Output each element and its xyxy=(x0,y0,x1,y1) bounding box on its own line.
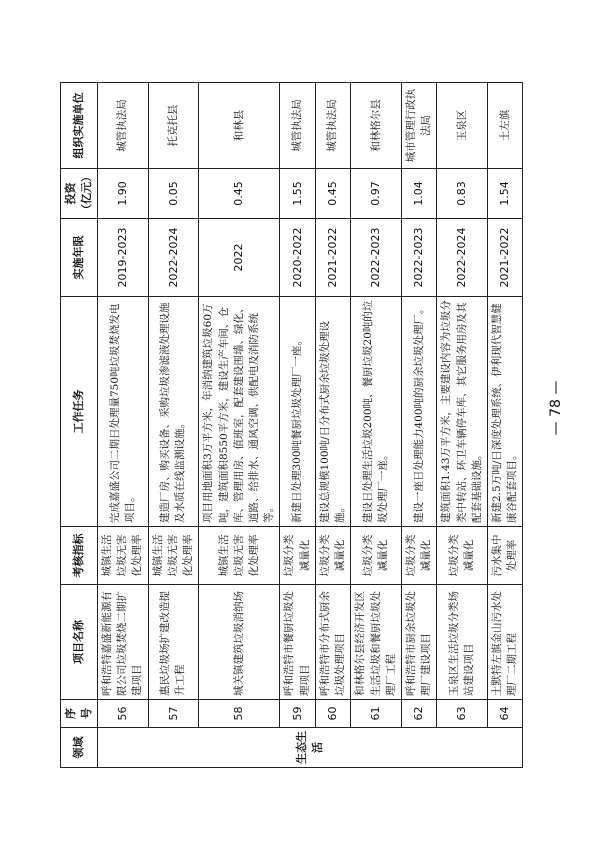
cell-invest: 1.55 xyxy=(280,169,315,219)
cell-no: 60 xyxy=(315,700,350,728)
table-row xyxy=(351,83,402,768)
cell-name: 呼和浩特嘉盛新能源有限公司垃圾焚烧二期扩建项目 xyxy=(98,585,149,700)
cell-task: 建设总规模100吨/日分布式厨余垃圾处理设施。 xyxy=(315,297,350,527)
header-no: 序号 xyxy=(61,700,98,728)
cell-name: 玉泉区生活垃圾分类场站建设项目 xyxy=(437,585,488,700)
cell-period: 2022 xyxy=(199,219,280,297)
table-row xyxy=(437,83,488,768)
cell-task: 建筑面积1.43万平方米，主要建设内容为垃圾分类中转站、环卫车辆停车库、其它服务用房及其配套基础设施。 xyxy=(437,297,488,527)
header-row xyxy=(61,83,98,768)
header-indicator: 考核指标 xyxy=(61,527,98,585)
cell-name: 呼和浩特市餐厨垃圾处理项目 xyxy=(280,585,315,700)
header-invest: 投资（亿元） xyxy=(61,169,98,219)
cell-no: 62 xyxy=(401,700,436,728)
table-row xyxy=(280,83,315,768)
project-table xyxy=(60,82,523,768)
header-name: 项目名称 xyxy=(61,585,98,700)
cell-name: 惠民垃圾场扩建改造提升工程 xyxy=(148,585,199,700)
table-row xyxy=(98,83,149,768)
cell-task: 新建2.5万吨/日深度处理系统、伊利现代智慧健康谷配套项目。 xyxy=(488,297,523,527)
cell-period: 2021-2022 xyxy=(315,219,350,297)
cell-indicator: 垃圾分类减量化 xyxy=(437,527,488,585)
cell-task: 新建日处理300吨餐厨垃圾处理厂一座。 xyxy=(280,297,315,527)
cell-invest: 0.45 xyxy=(199,169,280,219)
cell-name: 土默特左旗金山污水处理厂二期工程 xyxy=(488,585,523,700)
cell-period: 2022-2023 xyxy=(401,219,436,297)
cell-invest: 1.54 xyxy=(488,169,523,219)
cell-unit: 土左旗 xyxy=(488,83,523,169)
cell-period: 2022-2024 xyxy=(148,219,199,297)
cell-name: 和林格尔县经济开发区生活垃圾和餐厨垃圾处理厂工程 xyxy=(351,585,402,700)
cell-task: 建设一座日处理能力400吨的厨余垃圾处理厂。 xyxy=(401,297,436,527)
cell-task: 项目用地面积3万平方米，年消纳建筑垃圾60万吨，建筑面积8550平方米，建设生产车间、仓库、管理用房、值班室，配套建设围墙、绿化、道路、给排水、通风空调、供配电及消防系统等。 xyxy=(199,297,280,527)
page-number: — 78 — xyxy=(548,380,564,436)
cell-name: 城关镇建筑垃圾消纳场 xyxy=(199,585,280,700)
cell-no: 63 xyxy=(437,700,488,728)
cell-invest: 0.97 xyxy=(351,169,402,219)
cell-unit: 城管执法局 xyxy=(98,83,149,169)
header-period: 实施年限 xyxy=(61,219,98,297)
cell-unit: 玉泉区 xyxy=(437,83,488,169)
cell-no: 57 xyxy=(148,700,199,728)
cell-no: 64 xyxy=(488,700,523,728)
cell-no: 61 xyxy=(351,700,402,728)
cell-indicator: 垃圾分类减量化 xyxy=(280,527,315,585)
cell-invest: 0.83 xyxy=(437,169,488,219)
cell-unit: 和林县 xyxy=(199,83,280,169)
cell-unit: 城管执法局 xyxy=(315,83,350,169)
cell-indicator: 城镇生活垃圾无害化处理率 xyxy=(98,527,149,585)
header-field: 领域 xyxy=(61,728,98,768)
cell-invest: 0.05 xyxy=(148,169,199,219)
cell-invest: 0.45 xyxy=(315,169,350,219)
header-task: 工作任务 xyxy=(61,297,98,527)
cell-indicator: 垃圾分类减量化 xyxy=(351,527,402,585)
cell-indicator: 污水集中处理率 xyxy=(488,527,523,585)
cell-indicator: 垃圾分类减量化 xyxy=(401,527,436,585)
table-row xyxy=(401,83,436,768)
field-cell: 生态生活 xyxy=(98,728,523,768)
cell-invest: 1.04 xyxy=(401,169,436,219)
cell-indicator: 城镇生活垃圾无害化处理率 xyxy=(199,527,280,585)
cell-indicator: 城镇生活垃圾无害化处理率 xyxy=(148,527,199,585)
cell-no: 56 xyxy=(98,700,149,728)
cell-unit: 托克托县 xyxy=(148,83,199,169)
table-row xyxy=(148,83,199,768)
cell-no: 59 xyxy=(280,700,315,728)
cell-period: 2022-2023 xyxy=(351,219,402,297)
header-unit: 组织实施单位 xyxy=(61,83,98,169)
cell-period: 2022-2024 xyxy=(437,219,488,297)
cell-period: 2020-2022 xyxy=(280,219,315,297)
cell-name: 呼和浩特市厨余垃圾处理厂建设项目 xyxy=(401,585,436,700)
cell-period: 2019-2023 xyxy=(98,219,149,297)
cell-indicator: 垃圾分类减量化 xyxy=(315,527,350,585)
table-row xyxy=(315,83,350,768)
cell-unit: 城市管理行政执法局 xyxy=(401,83,436,169)
table-row xyxy=(488,83,523,768)
cell-task: 完成嘉盛公司二期日处理量750吨垃圾焚烧发电项目。 xyxy=(98,297,149,527)
cell-task: 建造厂房、购买设备、采购垃圾渗滤液处理设施及水质在线监测设施。 xyxy=(148,297,199,527)
cell-task: 建设日处理生活垃圾200吨、餐厨垃圾20吨的垃圾处理厂一座。 xyxy=(351,297,402,527)
cell-name: 呼和浩特市分布式厨余垃圾处理项目 xyxy=(315,585,350,700)
cell-invest: 1.90 xyxy=(98,169,149,219)
table-row xyxy=(199,83,280,768)
cell-period: 2021-2022 xyxy=(488,219,523,297)
cell-unit: 和林格尔县 xyxy=(351,83,402,169)
cell-unit: 城管执法局 xyxy=(280,83,315,169)
cell-no: 58 xyxy=(199,700,280,728)
